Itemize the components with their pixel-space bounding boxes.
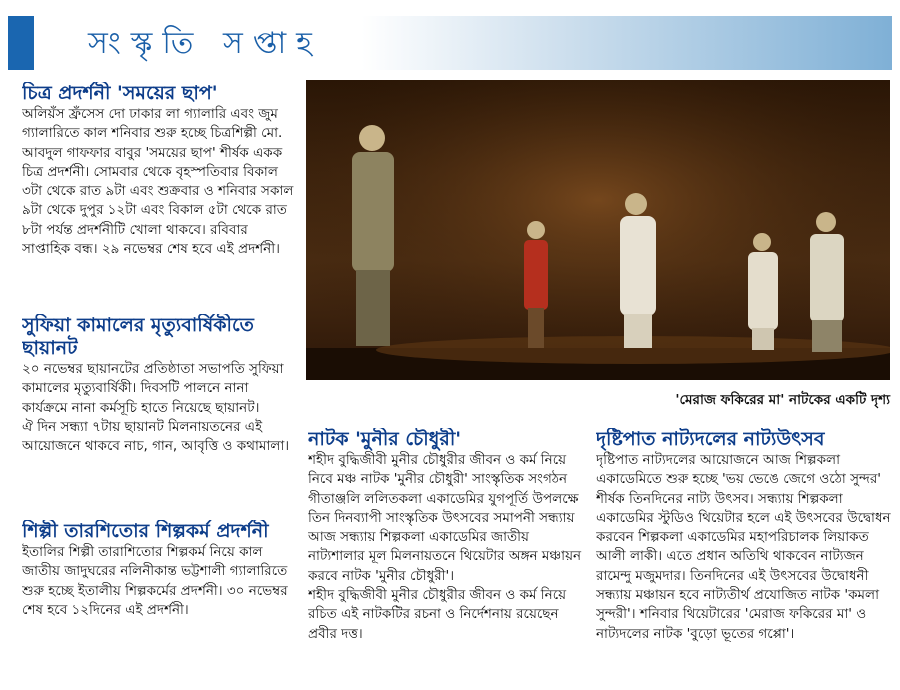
photo-caption: 'মেরাজ ফকিরের মা' নাটকের একটি দৃশ্য: [675, 392, 890, 408]
header-accent-block: [8, 16, 34, 70]
article-body: [22, 105, 298, 259]
article-body: [22, 360, 298, 456]
actor-figure: [352, 125, 394, 346]
page-title: সংস্কৃতি সপ্তাহ: [88, 26, 322, 61]
stage-scene-illustration: [306, 80, 890, 380]
article-body: [22, 543, 298, 620]
article-title: দৃষ্টিপাত নাট্যদলের নাট্যউৎসব: [596, 428, 825, 450]
article-title: সুফিয়া কামালের মৃত্যুবার্ষিকীতে ছায়ানট: [22, 314, 254, 359]
article-artist-exhibition: [22, 520, 298, 682]
article-paragraph: ২০ নভেম্বর ছায়ানটের প্রতিষ্ঠাতা সভাপতি সুফিয়া কামালের মৃত্যুবার্ষিকী। দিবসটি পালনে নানা কার্যক্রমে নানা কর্মসূচি হাতে নিয়েছে ছায়ানট।: [22, 361, 284, 416]
article-title: শিল্পী তারশিতোর শিল্পকর্ম প্রদর্শনী: [22, 520, 269, 542]
article-title: নাটক 'মুনীর চৌধুরী': [308, 428, 462, 450]
article-body: [308, 451, 588, 644]
article-drishtipat-festival: [596, 428, 892, 684]
article-paragraph: শহীদ বুদ্ধিজীবী মুনীর চৌধুরীর জীবন ও কর্ম নিয়ে রচিত এই নাটকটির রচনা ও নির্দেশনায় রয়েছেন প্রবীর দত্ত।: [308, 587, 567, 642]
article-paragraph: ঐ দিন সন্ধ্যা ৭টায় ছায়ানট মিলনায়তনের এই আয়োজনে থাকবে নাচ, গান, আবৃত্তি ও কথামালা।: [22, 418, 290, 455]
article-paragraph: দৃষ্টিপাত নাট্যদলের আয়োজনে আজ শিল্পকলা একাডেমিতে শুরু হচ্ছে 'ভয় ভেঙে জেগে ওঠো সুন্দর' শীর্ষক তিনদিনের নাট্য উৎসব। সন্ধ্যায় শিল্পকলা একাডেমির স্টুডিও থিয়েটার হলে এই উৎসবের উদ্বোধন করবেন শিল্পকলা একাডেমির মহাপরিচালক লিয়াকত আলী লাকী। এতে প্রধান অতিথি থাকবেন নাট্যজন রামেন্দু মজুমদার। তিনদিনের এই উৎসবের উদ্বোধনী সন্ধ্যায় মঞ্চায়ন হবে নাট্যতীর্থ প্রযোজিত নাটক 'কমলা সুন্দরী'। শনিবার থিয়েটারের 'মেরাজ ফকিরের মা' ও নাট্যদলের নাটক 'বুড়ো ভূতের গপ্পো'।: [596, 452, 891, 642]
article-paragraph: শহীদ বুদ্ধিজীবী মুনীর চৌধুরীর জীবন ও কর্ম নিয়ে নিবে মঞ্চ নাটক 'মুনীর চৌধুরী' সাংস্কৃতিক সংগঠন গীতাঞ্জলি ললিতকলা একাডেমির যুগপূর্তি উপলক্ষে তিন দিনব্যাপী সাংস্কৃতিক উৎসবের সমাপনী সন্ধ্যায় আজ সন্ধ্যায় শিল্পকলা একাডেমির জাতীয় নাট্যশালার মূল মিলনায়তনে থিয়েটার অঙ্গন মঞ্চায়ন করবে নাটক 'মুনীর চৌধুরী'।: [308, 452, 582, 584]
article-chhayanaut: [22, 314, 298, 514]
article-munier-chowdhury-play: [308, 428, 588, 684]
article-paragraph: ইতালির শিল্পী তারাশিতোর শিল্পকর্ম নিয়ে কাল জাতীয় জাদুঘরের নলিনীকান্ত ভট্টশালী গ্যালারিতে শুরু হচ্ছে ইতালীয় শিল্পকর্মের প্রদর্শনী। ৩০ নভেম্বর শেষ হবে ১২দিনের এই প্রদর্শনী।: [22, 544, 288, 618]
article-painting-exhibition: [22, 82, 298, 304]
stage-photo: [306, 80, 890, 380]
article-title: চিত্র প্রদর্শনী 'সময়ের ছাপ': [22, 82, 218, 104]
article-body: [596, 451, 892, 644]
article-paragraph: অলিয়ঁস ফ্রঁসেস দো ঢাকার লা গ্যালারি এবং জুম গ্যালারিতে কাল শনিবার শুরু হচ্ছে চিত্রশিল্পী মো. আবদুল গাফফার বাবুর 'সময়ের ছাপ' শীর্ষক একক চিত্র প্রদর্শনী। সোমবার থেকে বৃহস্পতিবার বিকাল ৩টা থেকে রাত ৯টা এবং শুক্রবার ও শনিবার সকাল ৯টা থেকে দুপুর ১২টা এবং বিকাল ৫টা থেকে রাত ৮টা পর্যন্ত প্রদর্শনীটি খোলা থাকবে। রবিবার সাপ্তাহিক বন্ধ। ২৯ নভেম্বর শেষ হবে এই প্রদর্শনী।: [22, 106, 294, 258]
